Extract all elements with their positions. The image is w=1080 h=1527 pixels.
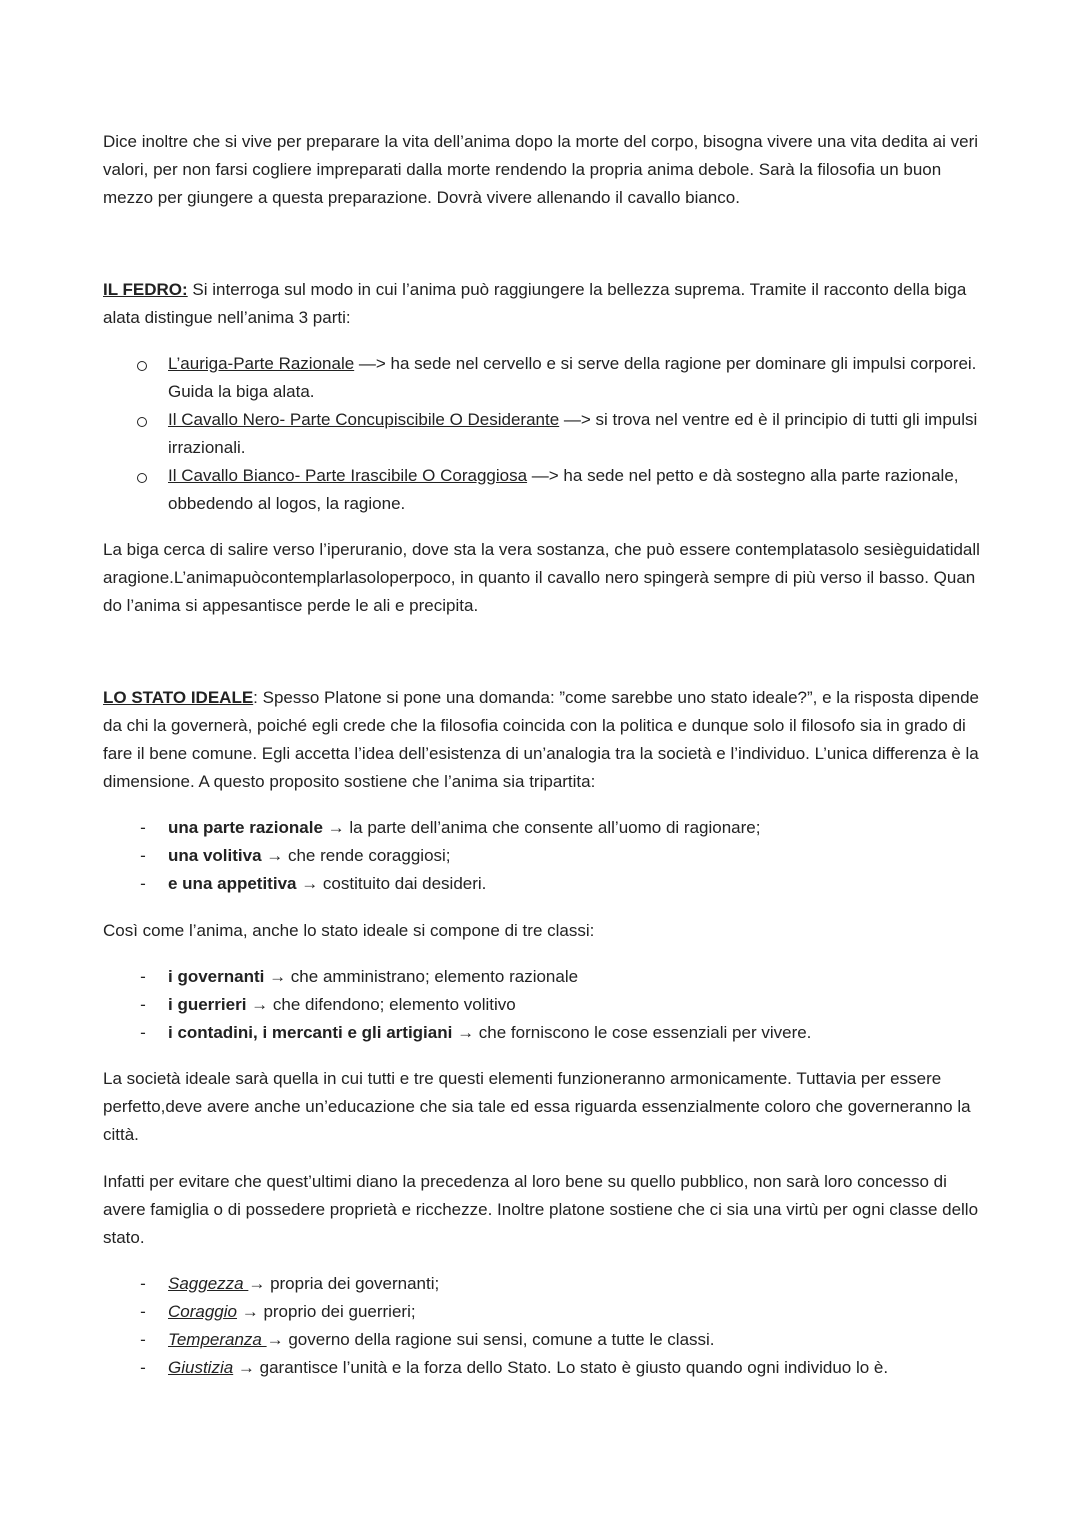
dash-bullet: - bbox=[140, 846, 146, 865]
fedro-paragraph bbox=[103, 276, 983, 332]
classe-rest: → che difendono; elemento volitivo bbox=[246, 995, 516, 1014]
biga-parts-list bbox=[103, 350, 983, 518]
virtu-rest: → proprio dei guerrieri; bbox=[237, 1302, 416, 1321]
anima-part-rest: → la parte dell’anima che consente all’uomo di ragionare; bbox=[322, 818, 761, 837]
dash-bullet: - bbox=[140, 995, 146, 1014]
classi-list bbox=[103, 963, 983, 1047]
list-item bbox=[103, 1270, 983, 1298]
list-item bbox=[103, 842, 983, 870]
virtu-name: Temperanza bbox=[168, 1330, 267, 1349]
virtu-rest: → garantisce l’unità e la forza dello Stato. Lo stato è giusto quando ogni individuo lo è. bbox=[233, 1358, 889, 1377]
biga-part-desc: —> ha sede nel cervello e si serve della ragione per dominare gli impulsi corporei. Guida la biga alata. bbox=[168, 354, 977, 401]
anima-parts-list bbox=[103, 814, 983, 898]
anima-part-bold: una parte razionale bbox=[168, 818, 323, 837]
intro-paragraph: Dice inoltre che si vive per preparare la vita dell’anima dopo la morte del corpo, bisogna vivere una vita dedita ai veri valori, per non farsi cogliere impreparati dalla morte rendendo la propria anima debole. Sarà la filosofia un buon mezzo per giungere a questa preparazione. Dovrà vivere allenando il cavallo bianco. bbox=[103, 132, 979, 207]
list-item bbox=[103, 406, 983, 462]
biga-part-desc: —> ha sede nel petto e dà sostegno alla parte razionale, obbedendo al logos, la ragione. bbox=[168, 466, 959, 513]
virtu-rest: → propria dei governanti; bbox=[248, 1274, 440, 1293]
list-item bbox=[103, 1019, 983, 1047]
infatti-paragraph: Infatti per evitare che quest’ultimi diano la precedenza al loro bene su quello pubblico, non sarà loro concesso di avere famiglia o di possedere proprietà e ricchezze. Inoltre platone sostiene che ci sia una virtù per ogni classe dello stato. bbox=[103, 1172, 979, 1247]
anima-part-bold: e una appetitiva bbox=[168, 874, 297, 893]
fedro-after-paragraph: La biga cerca di salire verso l’iperuranio, dove sta la vera sostanza, che può essere contemplatasolo sesièguidatidallaragione.L’animapuòcontemplarlasoloperpoco, in quanto il cavallo nero spingerà sempre di più verso il basso. Quando l’anima si appesantisce perde le ali e precipita. bbox=[103, 540, 980, 615]
list-item bbox=[103, 1354, 983, 1382]
dash-bullet: - bbox=[140, 1358, 146, 1377]
list-item bbox=[103, 462, 983, 518]
classe-bold: i guerrieri bbox=[168, 995, 247, 1014]
stato-text: : Spesso Platone si pone una domanda: ”come sarebbe uno stato ideale?”, e la risposta dipende da chi la governerà, poiché egli crede che la filosofia coincida con la politica e dunque solo il filosofo sia in grado di fare il bene comune. Egli accetta l’idea dell’esistenza di un’analogia tra la società e l’individuo. L’unica differenza è la dimensione. A questo proposito sostiene che l’anima sia tripartita: bbox=[103, 688, 979, 791]
biga-part-title: Il Cavallo Nero- Parte Concupiscibile O Desiderante bbox=[168, 410, 560, 429]
virtu-name: Coraggio bbox=[168, 1302, 237, 1321]
biga-part-desc: —> si trova nel ventre ed è il principio di tutti gli impulsi irrazionali. bbox=[168, 410, 978, 457]
circle-bullet-icon bbox=[137, 361, 147, 371]
dash-bullet: - bbox=[140, 1302, 146, 1321]
list-item bbox=[103, 1326, 983, 1354]
list-item bbox=[103, 991, 983, 1019]
list-item bbox=[103, 1298, 983, 1326]
virtu-name: Saggezza bbox=[168, 1274, 249, 1293]
biga-part-title: Il Cavallo Bianco- Parte Irascibile O Coraggiosa bbox=[168, 466, 528, 485]
classi-intro: Così come l’anima, anche lo stato ideale si compone di tre classi: bbox=[103, 921, 595, 940]
classe-rest: → che forniscono le cose essenziali per vivere. bbox=[452, 1023, 812, 1042]
stato-paragraph bbox=[103, 684, 983, 796]
dash-bullet: - bbox=[140, 967, 146, 986]
circle-bullet-icon bbox=[137, 417, 147, 427]
list-item bbox=[103, 814, 983, 842]
stato-heading: LO STATO IDEALE bbox=[103, 688, 254, 707]
biga-part-title: L’auriga-Parte Razionale bbox=[168, 354, 355, 373]
dash-bullet: - bbox=[140, 818, 146, 837]
anima-part-rest: → costituito dai desideri. bbox=[296, 874, 487, 893]
classe-bold: i contadini, i mercanti e gli artigiani bbox=[168, 1023, 453, 1042]
list-item bbox=[103, 350, 983, 406]
anima-part-bold: una volitiva bbox=[168, 846, 262, 865]
circle-bullet-icon bbox=[137, 473, 147, 483]
classe-rest: → che amministrano; elemento razionale bbox=[264, 967, 579, 986]
dash-bullet: - bbox=[140, 1330, 146, 1349]
anima-part-rest: → che rende coraggiosi; bbox=[261, 846, 451, 865]
dash-bullet: - bbox=[140, 1274, 146, 1293]
virtu-rest: → governo della ragione sui sensi, comune a tutte le classi. bbox=[266, 1330, 715, 1349]
virtu-list bbox=[103, 1270, 983, 1382]
list-item bbox=[103, 963, 983, 991]
dash-bullet: - bbox=[140, 874, 146, 893]
fedro-text: Si interroga sul modo in cui l’anima può raggiungere la bellezza suprema. Tramite il racconto della biga alata distingue nell’anima 3 parti: bbox=[103, 280, 967, 327]
fedro-heading: IL FEDRO: bbox=[103, 280, 188, 299]
list-item bbox=[103, 870, 983, 898]
societa-paragraph: La società ideale sarà quella in cui tutti e tre questi elementi funzioneranno armonicamente. Tuttavia per essere perfetto,deve avere anche un’educazione che sia tale ed essa riguarda essenzialmente coloro che governeranno la città. bbox=[103, 1069, 971, 1144]
classe-bold: i governanti bbox=[168, 967, 265, 986]
dash-bullet: - bbox=[140, 1023, 146, 1042]
virtu-name: Giustizia bbox=[168, 1358, 234, 1377]
